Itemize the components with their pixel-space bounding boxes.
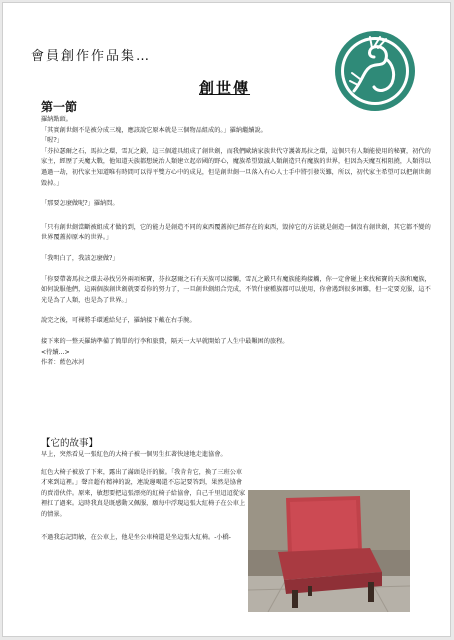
- document-page: [2, 2, 451, 637]
- paragraph: 接下來的一整天羅納準備了簡單的行李和旅費，隔天一大早就開始了人生中最艱困的旅程。: [41, 337, 289, 345]
- header-title: 會員創作作品集…: [31, 49, 152, 64]
- story-paragraph: 早上，突然看見一張紅色的大椅子被一個男生扛著快速地走進協會。: [41, 451, 227, 458]
- to-be-continued: <待續...>: [41, 348, 70, 356]
- red-chair-photo: [248, 490, 410, 612]
- dragon-logo: [334, 21, 416, 121]
- story-header: 【它的故事】: [41, 438, 99, 449]
- paragraph: 「你要帶著馬拉之環去尋找另外兩項秘寶，芬拉瑟爾之石有天族可以接觸，雪瓦之鍛只有魔族能夠接觸，你一定會碰上來找秘寶的天族和魔族，如何說服他們，這兩個族創世劍就要看你的努力了，一旦創世劍組合完成，不管什麼種族都可以使用，你會遇到很多困難，但一定要克服，這不光是為了人類，也是為了世界。」: [41, 275, 431, 304]
- author-line: 作者：藍色冰河: [41, 359, 85, 367]
- paragraph: 「我明白了，我該怎麼做?」: [41, 254, 119, 262]
- story-paragraph: 不過我忘記問敏，在公車上，他是坐公車椅還是坐這張大紅椅。-小橋-: [41, 533, 231, 541]
- paragraph: 「只有創世劍當斷被組成才做的到，它的能力是創造不同的東西覆蓋掉已經存在的東西，毀掉它的方法就是創造一個沒有創世劍，其它都不變的世界覆蓋掉原本的世界。」: [41, 223, 431, 242]
- story-body: [41, 115, 431, 369]
- chapter-title: 第一節: [41, 100, 78, 114]
- paragraph: 羅納點頭。: [41, 116, 72, 123]
- paragraph: 「其實創世劍不是被分成三塊，應該說它原本就是三個物品組成的。」羅納繼續說。: [41, 126, 267, 134]
- story-paragraph: 紅色大椅子被放了下來，露出了滿頭是汗的臉。「我肯肯它，換了三班公車才來到這裡。」聲音超有精神的說，連說邊喝還不忘記要答到，果然是協會的賣滑伙伴。原來，敏想要把這張漂亮的紅椅子給協會，自己千里迢迢從家裡扛了過來。這時我真是既感動又佩服，願每中浮現這張大紅椅子在公車上的情景。: [41, 468, 246, 518]
- paragraph: 說完之後，可裸將手環遞給兒子，羅納接下戴在右手腕。: [41, 317, 196, 325]
- paragraph: 「芬拉瑟爾之石，馬拉之環，雪瓦之鍛，這三個道具組成了創世劍，而我們歐納家族世代守護著馬拉之環，這個只有人類能使用的秘寶，初代的家主，經歷了天魔大戰，他知道天族都想統治人類建立起帝國的野心，魔族希望毀滅人類創造只有魔族的世界，但因為天魔互相阻撓，人類得以過過一劫，初代家主知道唯有時間可以得平雙方心中的成見，但是創世劍一旦落入有心人士手中將引發災難，所以，初代家主希望可以把創世劍毀掉。」: [41, 147, 431, 187]
- story-column: [41, 450, 246, 550]
- main-title: 創世傳: [199, 79, 251, 97]
- paragraph: 「喔?」: [41, 137, 63, 145]
- paragraph: 「那要怎麼做呢?」羅納問。: [41, 200, 119, 208]
